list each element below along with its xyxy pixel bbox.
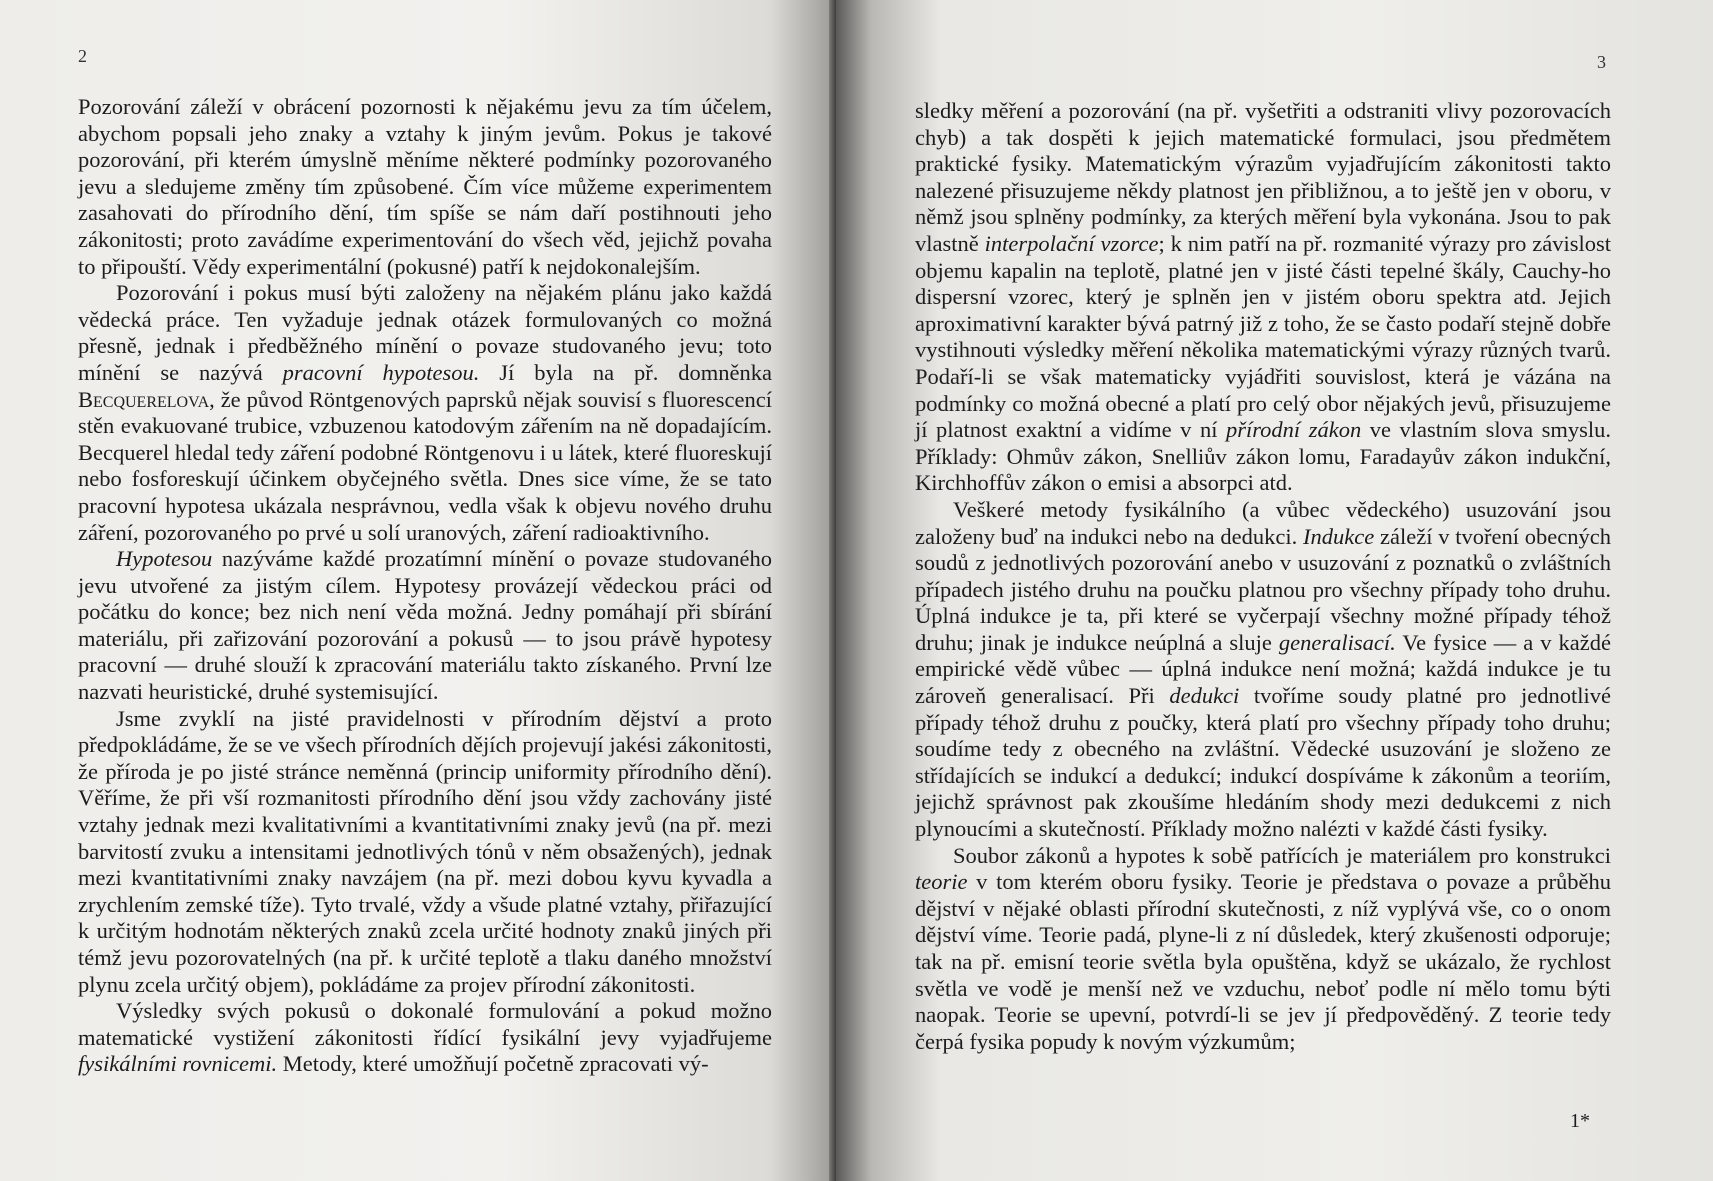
paragraph [915, 98, 1611, 497]
text-run: v tom kterém oboru fysiky. Teorie je představa o povaze a průběhu dějství v nějaké oblasti přírodní skutečnosti, z níž vyplývá vše, co o onom dějství víme. Teorie padá, plyne-li z ní důsledek, který zkušenosti odporuje; tak na př. emisní teorie světla byla opuštěna, když se ukázalo, že rychlost světla ve vodě je menší než ve vzduchu, neboť podle ní mělo tomu býti naopak. Teorie se upevní, potvrdí-li se jev jí předpověděný. Z teorie tedy čerpá fysika popudy k novým výzkumům; [915, 869, 1611, 1054]
text-run: sledky měření a pozorování (na př. vyšetřiti a odstraniti vlivy pozorovacích chyb) a tak dospěti k jejich matematické formulaci, jsou předmětem praktické fysiky. Matematickým výrazům vyjadřujícím zákonitosti takto nalezené přisuzujeme někdy platnost jen přibližnou, a to ještě jen v oboru, v němž jsou splněny podmínky, za kterých měření byla vykonána. Jsou to pak vlastně [915, 98, 1611, 256]
italic-term: Indukce [1303, 523, 1375, 549]
text-run: Veškeré metody fysikálního (a vůbec vědeckého) usuzování jsou založeny buď na indukci nebo na dedukci. [915, 496, 1611, 549]
italic-term: dedukci [1169, 683, 1240, 709]
paragraph [78, 280, 772, 546]
left-page-text [78, 94, 772, 1078]
italic-term: generalisací. [1278, 629, 1396, 655]
text-run: , že původ Röntgenových paprsků nějak souvisí s fluorescencí stěn evakuované trubice, vzbuzenou katodovým zářením na ně dopadajícím. Becquerel hledal tedy záření podobné Röntgenovu i u látek, které fluoreskují nebo fosforeskují účinkem obyčejného světla. Dnes sice víme, že se tato pracovní hypotesa ukázala nesprávnou, vedla však k objevu nového druhu záření, pozorovaného po prvé u solí uranových, záření radioaktivního. [78, 386, 772, 545]
text-run: Jsme zvyklí na jisté pravidelnosti v přírodním dějství a proto předpokládáme, že se ve všech přírodních dějích projevují jakési zákonitosti, že příroda je po jisté stránce neměnná (princip uniformity přírodního dění). Věříme, že při vší rozmanitosti přírodního dění jsou vždy zachovány jisté vztahy jednak mezi kvalitativními a kvantitativními znaky jevů (na př. mezi barvitostí zvuku a intensitami jednotlivých tónů v něm obsažených), jednak mezi kvantitativními znaky navzájem (na př. mezi dobou kyvu kyvadla a zrychlením zemské tíže). Tyto trvalé, vždy a všude platné vztahy, přiřazující k určitým hodnotám některých znaků zcela určité hodnoty znaků jiných při témž jevu pozorovatelných (na př. k určité teplotě a tlaku daného množství plynu zcela určitý objem), pokládáme za projev přírodní zákonitosti. [78, 705, 772, 997]
left-page [0, 0, 836, 1181]
italic-term: interpolační vzorce [984, 230, 1159, 256]
text-run: záleží v tvoření obecných soudů z jednotlivých pozorování anebo v usuzování z poznatků o zvláštních případech jistého druhu na poučku platnou pro všechny případy toho druhu. Úplná indukce je ta, při které se vyčerpají všechny možné případy téhož druhu; jinak je indukce neúplná a sluje [915, 523, 1612, 655]
italic-term: teorie [915, 869, 968, 895]
italic-term: fysikálními rovnicemi. [78, 1051, 278, 1077]
text-run: nazýváme každé prozatímní mínění o povaze studovaného jevu utvořené za jistým cílem. Hypotesy provázejí vědeckou práci od počátku do konce; bez nich není věda možná. Jedny pomáhají při sbírání materiálu, při zařizování pozorování a pokusů — to jsou právě hypotesy pracovní — druhé slouží k zpracování materiálu takto získaného. První lze nazvati heuristické, druhé systemisující. [78, 546, 772, 705]
paragraph [78, 94, 772, 280]
text-run: Pozorování i pokus musí býti založeny na nějakém plánu jako každá vědecká práce. Ten vyžaduje jednak otázek formulovaných co možná přesně, jednak i předběžného mínění o povaze studovaného jevu; toto mínění se nazývá [78, 280, 772, 385]
text-run: Výsledky svých pokusů o dokonalé formulování a pokud možno matematické vystižení zákonitosti řídící fysikální jevy vyjadřujeme [78, 998, 772, 1050]
paragraph [78, 706, 772, 999]
paragraph [915, 843, 1611, 1056]
text-run: tvoříme soudy platné pro jednotlivé případy téhož druhu z poučky, která platí pro všechny případy toho druhu; soudíme tedy z obecného na zvláštní. Vědecké usuzování je složeno ze střídajících se indukcí a dedukcí; indukcí dospíváme k zákonům a teoriím, jejichž správnost pak zkoušíme hledáním shody mezi dedukcemi z nich plynoucími a skutečností. Příklady možno nalézti v každé části fysiky. [915, 683, 1611, 842]
italic-term: přírodní zákon [1226, 417, 1362, 443]
italic-term: Hypotesou [116, 546, 213, 572]
text-run: ; k nim patří na př. rozmanité výrazy pro závislost objemu kapalin na teplotě, platné jen v jisté části tepelné škály, Cauchy-ho dispersní vzorec, který je splněn jen v jistém oboru spektra atd. Jejich aproximativní karakter bývá patrný již z toho, že se často podaří stejně dobře vystihnouti výsledky měření několika matematickými výrazy různých tvarů. Podaří-li se však matematicky vyjádřiti souvislost, která je vázána na podmínky co možná obecné a platí pro celý obor nějakých jevů, přisuzujeme jí platnost exaktní a vidíme v ní [915, 230, 1611, 443]
page-number-left: 2 [78, 46, 87, 66]
text-run: Soubor zákonů a hypotes k sobě patřících je materiálem pro konstrukci [953, 842, 1611, 868]
text-run: Metody, které umožňují početně zpracovati vý- [277, 1051, 709, 1077]
italic-term: pracovní hypotesou. [282, 359, 480, 385]
text-run: ve vlastním slova smyslu. Příklady: Ohmův zákon, Snelliův zákon lomu, Faradayův zákon indukční, Kirchhoffův zákon o emisi a absorpci atd. [915, 417, 1611, 496]
small-caps-name: Becquerelova [78, 386, 210, 412]
page-number-right: 3 [1597, 52, 1606, 72]
text-run: Ve fysice — a v každé empirické vědě vůbec — úplná indukce není možná; každá indukce je tu zároveň generalisací. Při [915, 629, 1611, 709]
paragraph [78, 546, 772, 706]
text-run: Pozorování záleží v obrácení pozornosti k nějakému jevu za tím účelem, abychom popsali jeho znaky a vztahy k jiným jevům. Pokus je takové pozorování, při kterém úmyslně měníme některé podmínky pozorovaného jevu a sledujeme změny tím způsobené. Čím více můžeme experimentem zasahovati do přírodního dění, tím spíše se nám daří postihnouti jeho zákonitosti; proto zavádíme experimentování do všech věd, jejichž povaha to připouští. Vědy experimentální (pokusné) patří k nejdokonalejším. [78, 94, 772, 279]
text-run: Jí byla na př. domněnka [479, 359, 772, 385]
right-page [836, 0, 1713, 1181]
paragraph [915, 497, 1611, 843]
right-page-text [915, 98, 1611, 1055]
paragraph [78, 998, 772, 1078]
signature-mark: 1* [1570, 1110, 1590, 1132]
